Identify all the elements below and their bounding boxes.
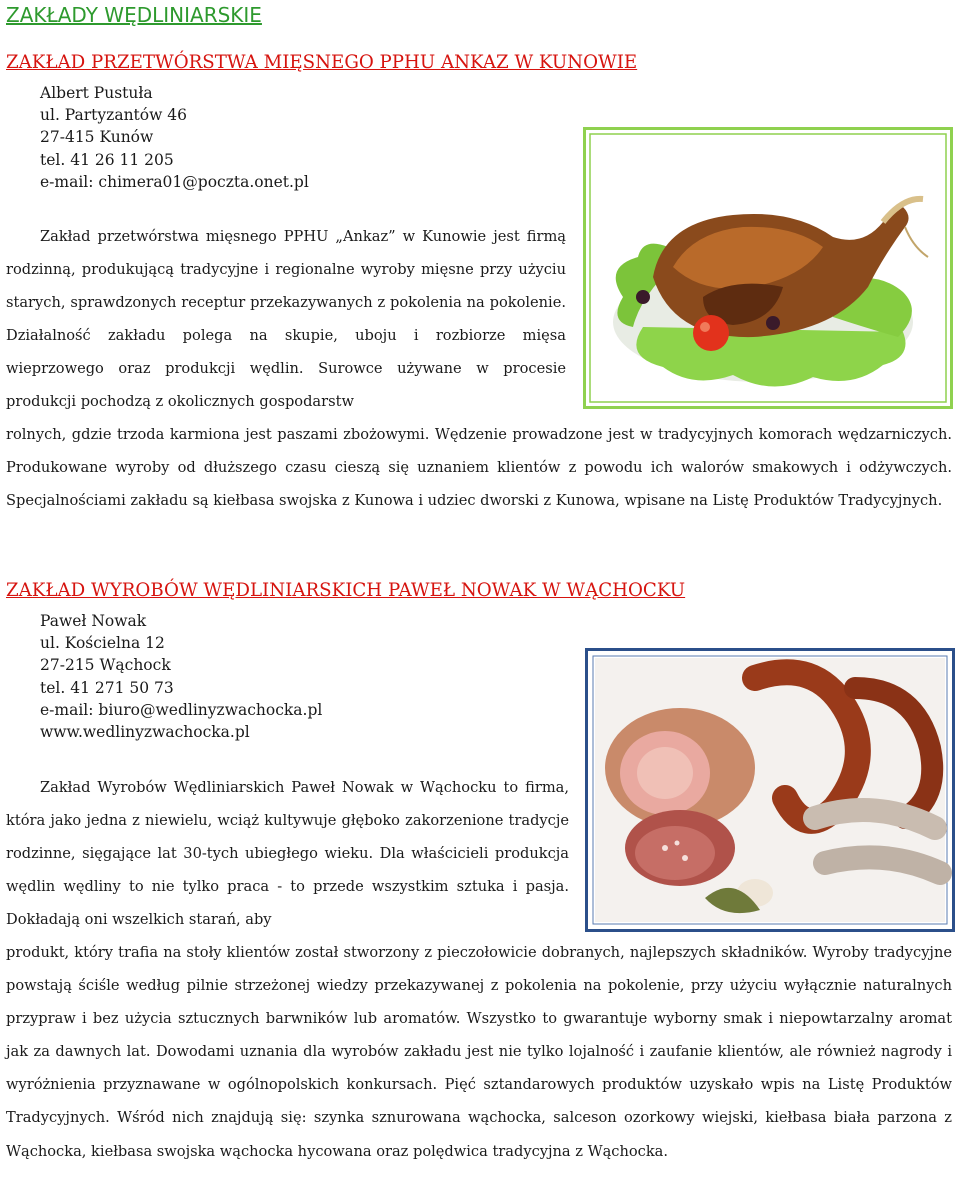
contact-street: ul. Partyzantów 46 — [40, 106, 188, 125]
contact-city: 27-415 Kunów — [40, 128, 154, 147]
sausages-photo — [585, 648, 955, 932]
contact-city: 27-215 Wąchock — [40, 656, 171, 675]
section1-paragraph-bottom: rolnych, gdzie trzoda karmiona jest paszami zbożowymi. Wędzenie prowadzone jest w tradycyjnych komorach wędzarniczych. Produkowane wyroby od dłuższego czasu cieszą się uznaniem klientów z powodu ich walorów smakowych i odżywczych. Specjalnościami zakładu są kiełbasa swojska z Kunowa i udziec dworski z Kunowa, wpisane na Listę Produktów Tradycyjnych. — [6, 426, 952, 510]
page-header[interactable]: ZAKŁADY WĘDLINIARSKIE — [6, 3, 262, 27]
section2-paragraph-top: Zakład Wyrobów Wędliniarskich Paweł Nowak w Wąchocku to firma, która jako jedna z niewielu, wciąż kultywuje głęboko zakorzenione tradycje rodzinne, sięgające lat 30-tych ubiegłego wieku. Dla właścicieli produkcja wędlin wędliny to nie tylko praca - to przede wszystkim sztuka i pasja. Dokładają oni wszelkich starań, aby — [6, 779, 569, 929]
section1-contact — [40, 82, 309, 193]
smoked-ham-photo — [583, 127, 953, 409]
section1-title[interactable]: ZAKŁAD PRZETWÓRSTWA MIĘSNEGO PPHU ANKAZ W KUNOWIE — [6, 52, 638, 73]
section2-title[interactable]: ZAKŁAD WYROBÓW WĘDLINIARSKICH PAWEŁ NOWAK W WĄCHOCKU — [6, 580, 686, 601]
contact-phone: tel. 41 271 50 73 — [40, 678, 174, 697]
smoked-ham-icon — [583, 127, 953, 409]
contact-street: ul. Kościelna 12 — [40, 634, 165, 653]
contact-email[interactable]: e-mail: chimera01@poczta.onet.pl — [40, 172, 309, 191]
section1-paragraph-top: Zakład przetwórstwa mięsnego PPHU „Ankaz” w Kunowie jest firmą rodzinną, produkującą tradycyjne i regionalne wyroby mięsne przy użyciu starych, sprawdzonych receptur przekazywanych z pokolenia na pokolenie. Działalność zakładu polega na skupie, uboju i rozbiorze mięsa wieprzowego oraz produkcji wędlin. Surowce używane w procesie produkcji pochodzą z okolicznych gospodarstw — [6, 228, 566, 411]
contact-website[interactable]: www.wedlinyzwachocka.pl — [40, 723, 250, 742]
contact-email[interactable]: e-mail: biuro@wedlinyzwachocka.pl — [40, 700, 323, 719]
contact-phone: tel. 41 26 11 205 — [40, 150, 174, 169]
section2-contact — [40, 610, 322, 743]
contact-name: Paweł Nowak — [40, 612, 147, 630]
contact-name: Albert Pustuła — [40, 84, 153, 102]
sausages-icon — [585, 648, 955, 932]
section2-paragraph-bottom: produkt, który trafia na stoły klientów został stworzony z pieczołowicie dobranych, najlepszych składników. Wyroby tradycyjne powstają ściśle według pilnie strzeżonej wiedzy przekazywanej z pokolenia na pokolenie, przy użyciu wyłącznie naturalnych przypraw i bez użycia sztucznych barwników lub aromatów. Wszystko to gwarantuje wyborny smak i niepowtarzalny aromat jak za dawnych lat. Dowodami uznania dla wyrobów zakładu jest nie tylko lojalność i zaufanie klientów, ale również nagrody i wyróżnienia przyznawane w ogólnopolskich konkursach. Pięć sztandarowych produktów uzyskało wpis na Listę Produktów Tradycyjnych. Wśród nich znajdują się: szynka sznurowana wąchocka, salceson ozorkowy wiejski, kiełbasa biała parzona z Wąchocka, kiełbasa swojska wąchocka hycowana oraz polędwica tradycyjna z Wąchocka. — [6, 944, 952, 1160]
